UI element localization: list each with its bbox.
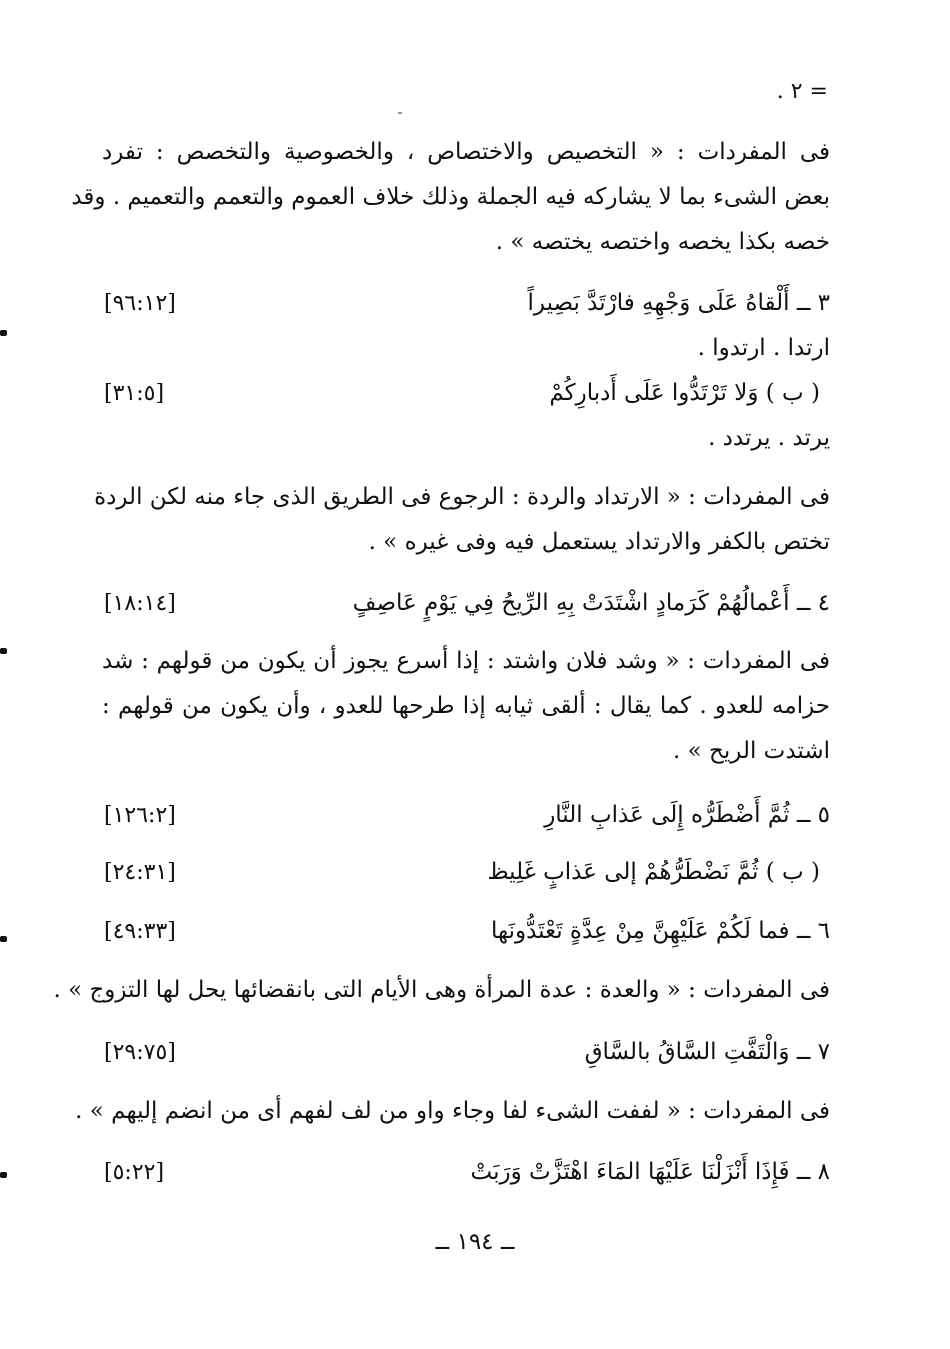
verse-text: ٦ ــ فما لَكُمْ عَلَيْهِنَّ مِنْ عِدَّةٍ تَعْتَدُّونَها — [490, 918, 830, 944]
verse-reference: [٥:٢٢] — [104, 1160, 165, 1185]
page-header: = ٢ . — [776, 79, 828, 104]
word-forms: يرتد . يرتدد . — [708, 425, 830, 451]
scan-speck — [398, 112, 402, 114]
verse-text: ( ب ) وَلا تَرْتَدُّوا عَلَى أَدبارِكُمْ — [549, 380, 820, 406]
paragraph-line: فى المفردات : « التخصيص والاختصاص ، والخصوصية والتخصص : تفرد — [102, 139, 830, 165]
paragraph-line: خصه بكذا يخصه واختصه يختصه » . — [495, 229, 830, 255]
paragraph-line: تختص بالكفر والارتداد يستعمل فيه وفى غيره » . — [368, 529, 830, 555]
verse-reference: [٣١:٥] — [104, 381, 165, 406]
paragraph-line: حزامه للعدو . كما يقال : ألقى ثيابه إذا طرحها للعدو ، وأن يكون من قولهم : — [102, 693, 830, 719]
margin-mark — [0, 648, 7, 654]
margin-mark — [0, 936, 7, 942]
verse-text: ( ب ) ثُمَّ نَضْطَرُّهُمْ إلى عَذابٍ غَلِيظ — [487, 859, 820, 885]
word-forms: ارتدا . ارتدوا . — [697, 335, 830, 361]
margin-mark — [0, 1172, 7, 1178]
paragraph-line: فى المفردات : « والعدة : عدة المرأة وهى الأيام التى بانقضائها يحل لها التزوج » . — [53, 977, 830, 1003]
margin-mark — [0, 330, 7, 336]
page-number: ــ ١٩٤ ــ — [435, 1229, 515, 1255]
verse-text: ٥ ــ ثُمَّ أَضْطَرُّه إِلَى عَذابِ النَّارِ — [544, 802, 830, 828]
verse-text: ٣ ــ أَلْقاهُ عَلَى وَجْهِهِ فارْتَدَّ بَصِيراً — [527, 290, 830, 316]
verse-reference: [٢٩:٧٥] — [104, 1040, 176, 1065]
verse-text: ٨ ــ فَإِذَا أَنْزَلْنَا عَلَيْهَا المَاءَ اهْتَزَّتْ وَرَبَتْ — [470, 1159, 830, 1185]
paragraph-line: اشتدت الريح » . — [673, 738, 830, 764]
verse-reference: [١٨:١٤] — [104, 591, 176, 616]
paragraph-line: فى المفردات : « لففت الشىء لفا وجاء واو من لف لفهم أى من انضم إليهم » . — [75, 1098, 830, 1124]
verse-reference: [٤٩:٣٣] — [104, 919, 176, 944]
verse-text: ٧ ــ وَالْتَفَّتِ السَّاقُ بالسَّاقِ — [584, 1039, 830, 1065]
paragraph-line: بعض الشىء بما لا يشاركه فيه الجملة وذلك خلاف العموم والتعمم والتعميم . وقد — [71, 184, 830, 210]
verse-text: ٤ ــ أَعْمالُهُمْ كَرَمادٍ اشْتَدَتْ بِهِ الرِّيحُ فِي يَوْمٍ عَاصِفٍ — [352, 590, 830, 616]
verse-reference: [٩٦:١٢] — [104, 291, 176, 316]
verse-reference: [٢٤:٣١] — [104, 860, 176, 885]
paragraph-line: فى المفردات : « وشد فلان واشتد : إذا أسرع يجوز أن يكون من قولهم : شد — [102, 648, 830, 674]
paragraph-line: فى المفردات : « الارتداد والردة : الرجوع فى الطريق الذى جاء منه لكن الردة — [94, 484, 830, 510]
verse-reference: [١٢٦:٢] — [104, 803, 176, 828]
